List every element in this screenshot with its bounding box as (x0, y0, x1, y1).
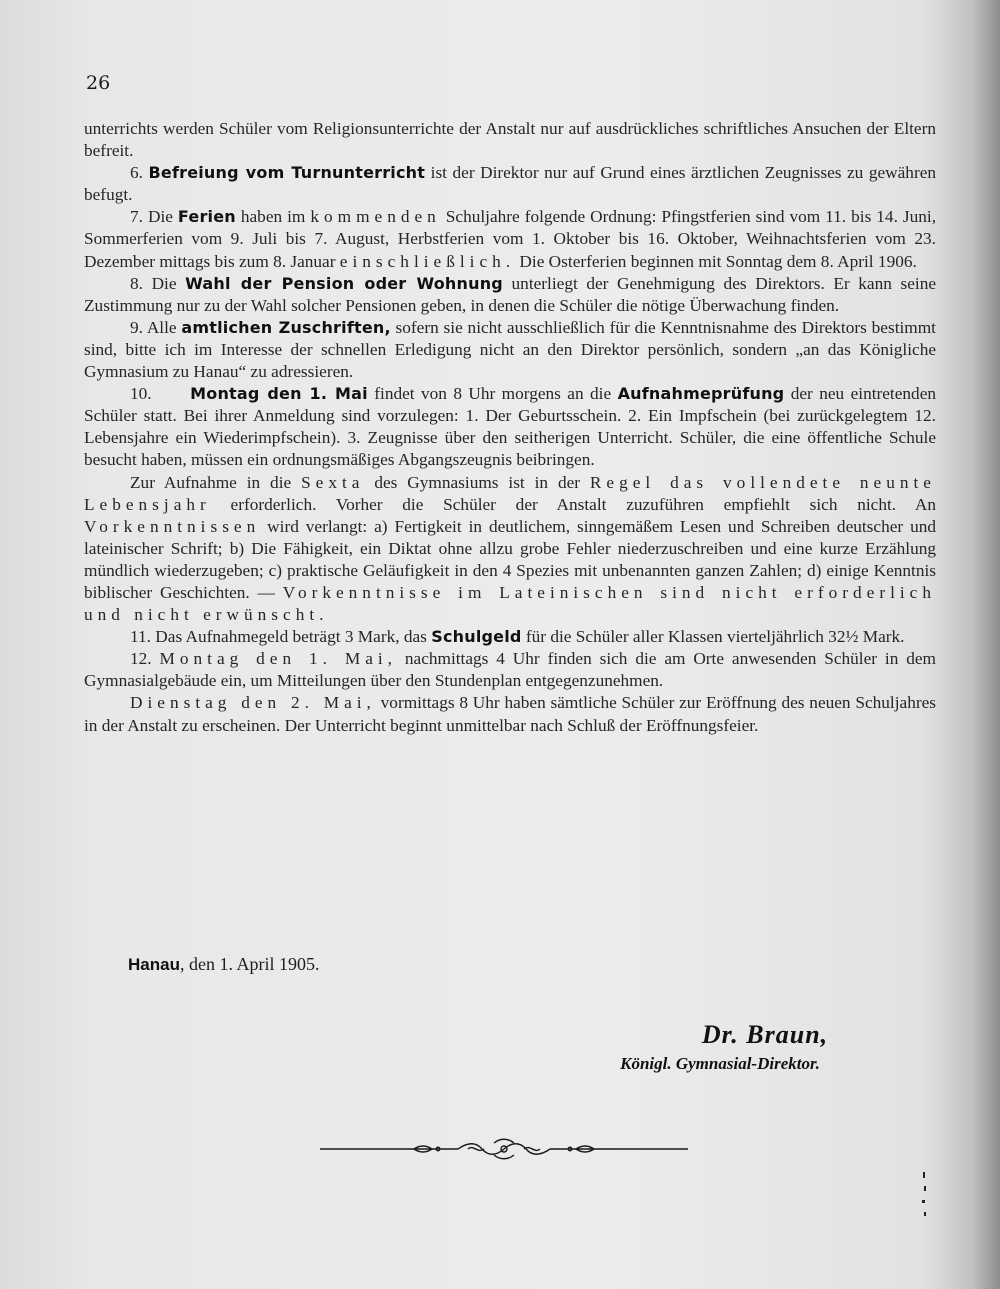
paragraph-8: 8. Die Wahl der Pension oder Wohnung unterliegt der Genehmigung des Direktors. Er kann seine Zustimmung nur zu der Wahl solcher Pensionen geben, in denen die Schüler die nötige Überwachung finden. (84, 273, 936, 315)
signature-block (560, 1020, 880, 1074)
paragraph-10: 10. Montag den 1. Mai findet von 8 Uhr morgens an die Aufnahmeprüfung der neu eintretenden Schüler statt. Bei ihrer Anmeldung sind vorzulegen: 1. Der Geburtsschein. 2. Ein Impfschein (bei zurückgelegtem 12. Lebensjahre ein Wiederimpfschein). 3. Zeugnisse über den seitherigen Unterricht. Schüler, die eine öffentliche Schule besucht haben, müssen ein ordnungsmäßiges Abgangszeugnis beibringen. (84, 384, 936, 470)
signature-name: Dr. Braun, (701, 1020, 829, 1049)
place-name: Hanau (128, 955, 180, 974)
spaced-text: Vorkenntnisse im Lateinischen sind nicht erforderlich und nicht erwünscht. (84, 582, 936, 625)
item-number: 7. (130, 207, 143, 227)
page-edge-shadow (940, 0, 1000, 1289)
spaced-text: Vorkenntnissen (84, 516, 261, 536)
spaced-text: Montag den 1. Mai, (159, 649, 397, 669)
heading-schulgeld: Schulgeld (431, 627, 522, 647)
spaced-text: Regel das vollendete neunte Lebensjahr (84, 472, 936, 514)
paragraph-10-aufnahme: Zur Aufnahme in die Sexta des Gymnasiums ist in der Regel das vollendete neunte Lebensjahr erforderlich. Vorher die Schüler der Anstalt zuzuführen empfiehlt sich nicht. An Vorkenntnissen wird verlangt: a) Fertigkeit in deutlichem, sinngemäßem Lesen und Schreiben deutscher und lateinischer Schrift; b) Die Fähigkeit, ein Diktat ohne allzu grobe Fehler niederzuschreiben und eine kurze Erzählung mündlich wiederzugeben; c) praktische Geläufigkeit in den 4 Spezies mit unbenannten ganzen Zahlen; d) einige Kenntnis biblischer Geschichten. — Vorkenntnisse im Lateinischen sind nicht erforderlich und nicht erwünscht. (84, 472, 936, 625)
body-text (84, 118, 936, 737)
paragraph-6: 6. Befreiung vom Turnunterricht ist der Direktor nur auf Grund eines ärztlichen Zeugnisses zu gewähren befugt. (84, 163, 937, 205)
date-text: , den 1. April 1905. (179, 954, 320, 974)
decorative-ornament-rule (318, 1136, 690, 1162)
signature-title: Königl. Gymnasial-Direktor. (620, 1054, 820, 1073)
spaced-text: kommenden (310, 207, 441, 227)
item-number: 8. (130, 273, 143, 293)
scan-specks (918, 1170, 930, 1220)
heading-amtliche-zuschriften: amtlichen Zuschriften, (181, 317, 391, 337)
item-number: 10. (130, 384, 152, 404)
paragraph-9: 9. Alle amtlichen Zuschriften, sofern sie nicht ausschließlich für die Kenntnisnahme des Direktors bestimmt sind, bitte ich im Interesse der schnellen Erledigung nicht an den Direktor persönlich, sondern „an das Königliche Gymnasium zu Hanau“ zu adressieren. (84, 317, 936, 382)
page-number: 26 (86, 72, 111, 94)
heading-ferien: Ferien (177, 207, 236, 227)
item-number: 12. (130, 649, 152, 669)
paragraph-religion-continuation: unterrichts werden Schüler vom Religionsunterrichte der Anstalt nur auf ausdrückliches schriftliches Ansuchen der Eltern befreit. (84, 119, 936, 161)
paragraph-11: 11. Das Aufnahmegeld beträgt 3 Mark, das Schulgeld für die Schüler aller Klassen vierteljährlich 32½ Mark. (130, 627, 905, 647)
item-number: 11. (130, 627, 151, 647)
spaced-text: Dienstag den 2. Mai, (130, 693, 376, 713)
paragraph-12-dienstag: Dienstag den 2. Mai, vormittags 8 Uhr haben sämtliche Schüler zur Eröffnung des neuen Schuljahres in der Anstalt zu erscheinen. Der Unterricht beginnt unmittelbar nach Schluß der Eröffnungsfeier. (84, 693, 936, 735)
item-number: 6. (130, 163, 143, 183)
heading-befreiung: Befreiung vom Turnunterricht (148, 163, 426, 183)
heading-aufnahmepruefung: Aufnahmeprüfung (617, 384, 785, 404)
paragraph-12: 12. Montag den 1. Mai, nachmittags 4 Uhr finden sich die am Orte anwesenden Schüler in dem Gymnasialgebäude ein, um Mitteilungen über den Stundenplan entgegenzunehmen. (84, 649, 936, 691)
paragraph-7: 7. Die Ferien haben im kommenden Schuljahre folgende Ordnung: Pfingstferien sind vom 11. bis 14. Juni, Sommerferien vom 9. Juli bis 7. August, Herbstferien vom 1. Oktober bis 16. Oktober, Weihnachtsferien vom 23. Dezember mittags bis zum 8. Januar einschließlich. Die Osterferien beginnen mit Sonntag dem 8. April 1906. (84, 207, 937, 271)
spaced-text: Sexta (301, 472, 365, 492)
heading-montag-1-mai: Montag den 1. Mai (190, 384, 368, 404)
heading-wahl-pension: Wahl der Pension oder Wohnung (185, 273, 503, 293)
place-date-line (128, 954, 319, 975)
item-number: 9. (130, 317, 143, 337)
spaced-text: einschließlich. (339, 251, 516, 271)
